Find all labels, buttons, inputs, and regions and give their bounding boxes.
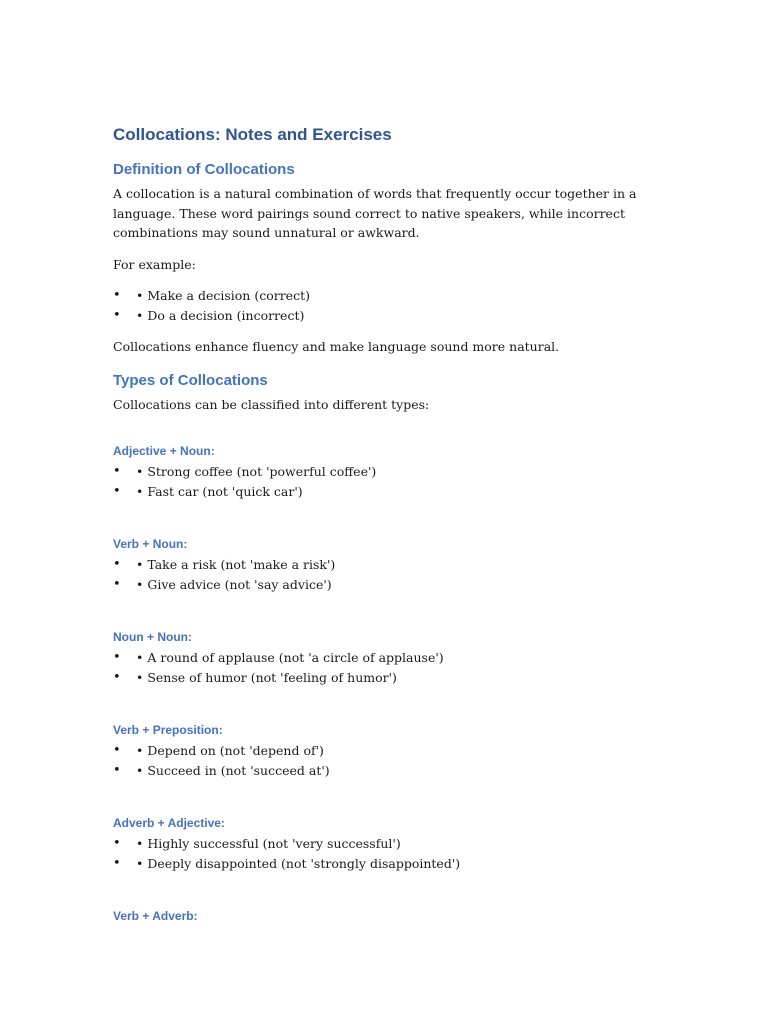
list-item: • • Strong coffee (not 'powerful coffee') bbox=[113, 462, 673, 482]
definition-paragraph: A collocation is a natural combination of words that frequently occur together in a language. These word pairings sound correct to native speakers, while incorrect combinations may sound unnatural or awkward. bbox=[113, 186, 637, 240]
list-item: • • Make a decision (correct) bbox=[113, 286, 673, 306]
type-section-adjective-noun bbox=[113, 442, 673, 501]
list-item: • • Highly successful (not 'very successful') bbox=[113, 834, 673, 854]
types-intro: Collocations can be classified into different types: bbox=[113, 396, 430, 412]
bullet-icon: • bbox=[113, 836, 121, 851]
type-section-adverb-adjective bbox=[113, 814, 673, 873]
type-label: Noun + Noun: bbox=[113, 630, 192, 644]
type-section-verb-preposition bbox=[113, 721, 673, 780]
bullet-icon: • bbox=[113, 288, 121, 303]
list-item: • • Deeply disappointed (not 'strongly disappointed') bbox=[113, 854, 673, 874]
bullet-icon: • bbox=[113, 576, 121, 592]
bullet-icon: • bbox=[113, 483, 121, 499]
bullet-icon: • bbox=[113, 855, 121, 871]
bullet-icon: • bbox=[113, 307, 121, 323]
type-label: Verb + Adverb: bbox=[113, 909, 198, 923]
types-heading: Types of Collocations bbox=[113, 371, 268, 389]
definition-closing: Collocations enhance fluency and make language sound more natural. bbox=[113, 339, 560, 354]
type-section-noun-noun bbox=[113, 628, 673, 687]
list-item: • • Depend on (not 'depend of') bbox=[113, 741, 673, 761]
type-label: Adjective + Noun: bbox=[113, 444, 215, 458]
bullet-icon: • bbox=[113, 743, 121, 758]
bullet-icon: • bbox=[113, 557, 121, 572]
example-intro: For example: bbox=[113, 256, 196, 272]
list-item: • • Fast car (not 'quick car') bbox=[113, 482, 673, 502]
document-page bbox=[113, 124, 673, 927]
type-section-verb-adverb bbox=[113, 907, 673, 925]
bullet-icon: • bbox=[113, 762, 121, 778]
list-item: • • Give advice (not 'say advice') bbox=[113, 575, 673, 595]
definition-heading: Definition of Collocations bbox=[113, 161, 295, 178]
bullet-icon: • bbox=[113, 669, 121, 685]
type-label: Verb + Preposition: bbox=[113, 723, 223, 737]
list-item: • • Do a decision (incorrect) bbox=[113, 306, 673, 326]
type-section-verb-noun bbox=[113, 535, 673, 594]
type-label: Verb + Noun: bbox=[113, 537, 188, 551]
bullet-icon: • bbox=[113, 464, 121, 479]
bullet-icon: • bbox=[113, 650, 121, 665]
list-item: • • A round of applause (not 'a circle of applause') bbox=[113, 648, 673, 668]
example-list bbox=[113, 286, 673, 325]
document-title: Collocations: Notes and Exercises bbox=[113, 125, 392, 144]
list-item: • • Succeed in (not 'succeed at') bbox=[113, 761, 673, 781]
list-item: • • Sense of humor (not 'feeling of humor') bbox=[113, 668, 673, 688]
type-label: Adverb + Adjective: bbox=[113, 816, 225, 830]
list-item: • • Take a risk (not 'make a risk') bbox=[113, 555, 673, 575]
